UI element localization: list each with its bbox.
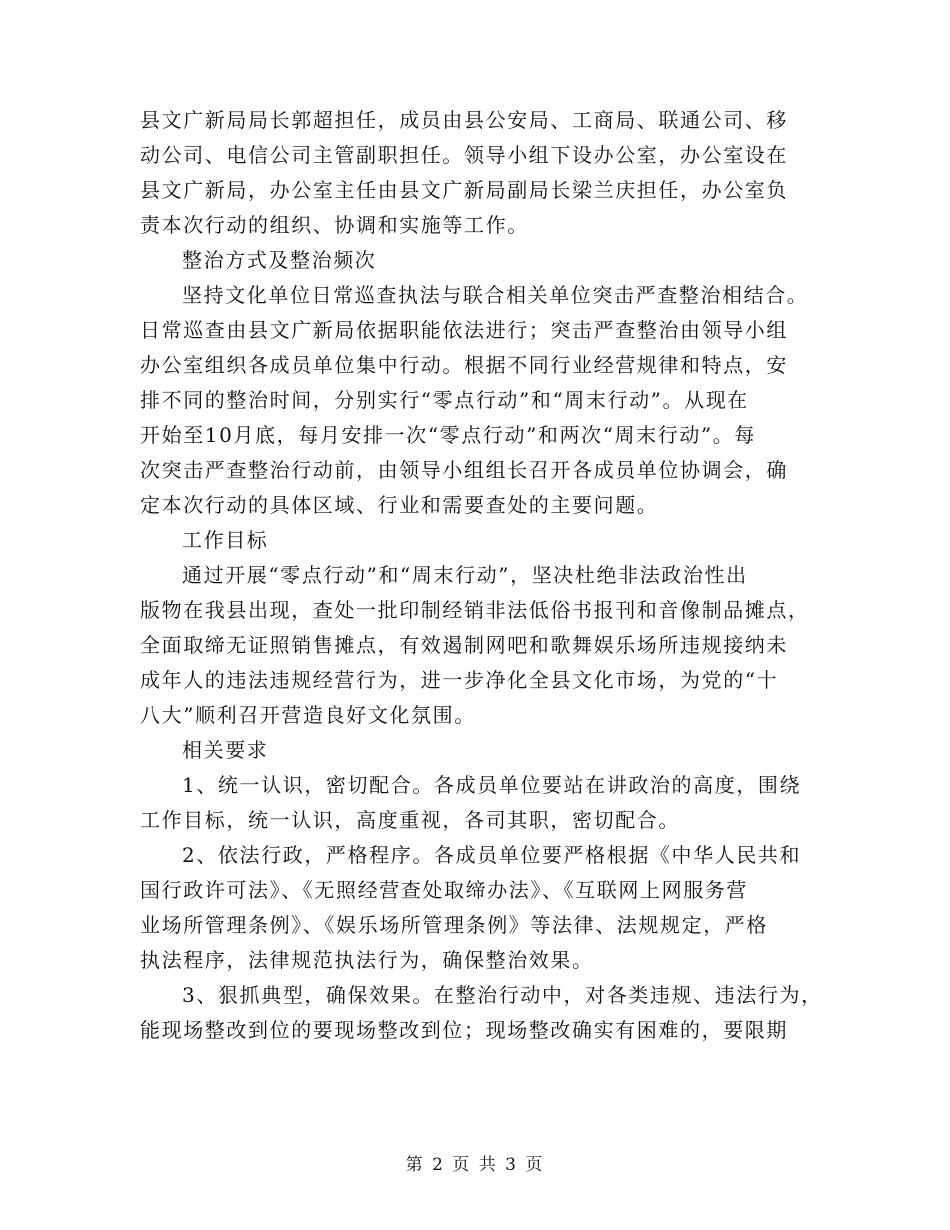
paragraph-line: 动公司、电信公司主管副职担任。领导小组下设办公室，办公室设在 <box>140 143 788 167</box>
paragraph-line-indented: 1、统一认识，密切配合。各成员单位要站在讲政治的高度，围绕 <box>182 773 802 797</box>
page-footer: 第 2 页 共 3 页 <box>405 1155 545 1175</box>
paragraph-line-indented: 坚持文化单位日常巡查执法与联合相关单位突击严查整治相结合。 <box>182 283 809 307</box>
paragraph-line-indented: 整治方式及整治频次 <box>182 248 377 272</box>
paragraph-line: 责本次行动的组织、协调和实施等工作。 <box>140 213 529 237</box>
paragraph-line: 国行政许可法》、《无照经营查处取缔办法》、《互联网上网服务营 <box>140 878 748 902</box>
document-body <box>140 103 830 1048</box>
paragraph-line: 执法程序，法律规范执法行为，确保整治效果。 <box>140 948 594 972</box>
paragraph-line: 版物在我县出现，查处一批印制经销非法低俗书报刊和音像制品摊点， <box>140 598 810 622</box>
paragraph-line: 成年人的违法违规经营行为，进一步净化全县文化市场，为党的“十 <box>140 668 779 692</box>
paragraph-line-indented: 工作目标 <box>182 528 269 552</box>
paragraph-line: 办公室组织各成员单位集中行动。根据不同行业经营规律和特点，安 <box>140 353 788 377</box>
paragraph-line: 县文广新局，办公室主任由县文广新局副局长梁兰庆担任，办公室负 <box>140 178 788 202</box>
paragraph-line: 全面取缔无证照销售摊点，有效遏制网吧和歌舞娱乐场所违规接纳未 <box>140 633 788 657</box>
paragraph-line-indented: 2、依法行政，严格程序。各成员单位要严格根据《中华人民共和 <box>182 843 802 867</box>
paragraph-line: 县文广新局局长郭超担任，成员由县公安局、工商局、联通公司、移 <box>140 108 788 132</box>
paragraph-line: 工作目标，统一认识，高度重视，各司其职，密切配合。 <box>140 808 680 832</box>
paragraph-line: 定本次行动的具体区域、行业和需要查处的主要问题。 <box>140 493 659 517</box>
paragraph-line: 业场所管理条例》、《娱乐场所管理条例》等法律、法规规定，严格 <box>140 913 768 937</box>
paragraph-line-indented: 通过开展“零点行动”和“周末行动”，坚决杜绝非法政治性出 <box>182 563 748 587</box>
paragraph-line: 八大”顺利召开营造良好文化氛围。 <box>140 703 476 727</box>
paragraph-line: 能现场整改到位的要现场整改到位；现场整改确实有困难的，要限期 <box>140 1018 788 1042</box>
paragraph-line: 开始至10月底，每月安排一次“零点行动”和两次“周末行动”。每 <box>140 423 756 447</box>
paragraph-line-indented: 相关要求 <box>182 738 269 762</box>
paragraph-line: 次突击严查整治行动前，由领导小组组长召开各成员单位协调会，确 <box>140 458 788 482</box>
paragraph-line: 排不同的整治时间，分别实行“零点行动”和“周末行动”。从现在 <box>140 388 749 412</box>
paragraph-line-indented: 3、狠抓典型，确保效果。在整治行动中，对各类违规、违法行为， <box>182 983 823 1007</box>
paragraph-line: 日常巡查由县文广新局依据职能依法进行；突击严查整治由领导小组 <box>140 318 788 342</box>
